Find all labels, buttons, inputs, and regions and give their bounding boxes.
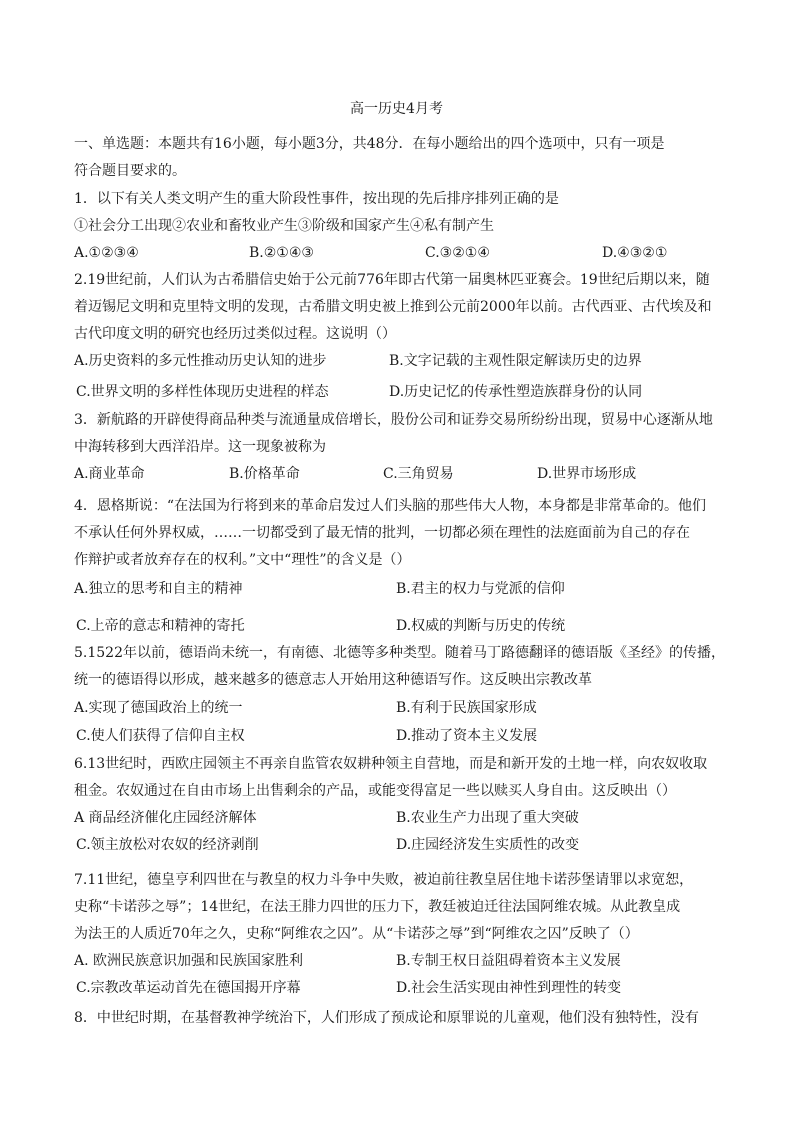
question-7-option-d: D.社会生活实现由神性到理性的转变 [396,980,622,996]
question-1-option-d: D.④③②① [602,245,668,261]
question-6-option-b: B.农业生产力出现了重大突破 [396,810,579,826]
question-2-option-b: B.文字记载的主观性限定解读历史的边界 [389,353,642,369]
question-3-option-a: A.商业革命 [74,466,145,482]
question-7-option-c: C.宗教改革运动首先在德国揭开序幕 [76,980,301,996]
page-title: 高一历史4月考 [350,101,443,117]
question-6-option-a: A 商品经济催化庄园经济解体 [74,810,257,826]
question-4-option-b: B.君主的权力与党派的信仰 [396,581,565,597]
question-3-stem-line1: 3．新航路的开辟使得商品种类与流通量成倍增长，股份公司和证券交易所纷纷出现，贸易中心逐渐从地 [74,412,713,428]
question-3-option-d: D.世界市场形成 [537,466,637,482]
question-2-stem-line3: 古代印度文明的研究也经历过类似过程。这说明（） [74,326,396,342]
question-5-stem-line2: 统一的德语得以形成，越来越多的德意志人开始用这种德语写作。这反映出宗教改革 [74,672,592,688]
question-5-option-c: C.使人们获得了信仰自主权 [76,728,245,744]
question-6-option-d: D.庄园经济发生实质性的改变 [396,837,580,853]
question-5-option-a: A.实现了德国政治上的统一 [74,700,243,716]
question-7-option-b: B.专制王权日益阻碍着资本主义发展 [396,953,621,969]
question-6-stem-line1: 6.13世纪时，西欧庄园领主不再亲自监管农奴耕种领主自营地，而是和新开发的土地一样，向农奴收取 [74,756,708,772]
question-2-option-c: C.世界文明的多样性体现历史进程的样态 [76,384,329,400]
question-7-stem-line1: 7.11世纪，德皇亨利四世在与教皇的权力斗争中失败，被迫前往教皇居住地卡诺莎堡请罪以求宽恕， [74,872,694,888]
question-2-option-d: D.历史记忆的传承性塑造族群身份的认同 [389,384,643,400]
question-8-stem-line1: 8．中世纪时期，在基督教神学统治下，人们形成了预成论和原罪说的儿童观，他们没有独特性，没有 [74,1010,699,1026]
question-5-option-b: B.有利于民族国家形成 [396,700,537,716]
section-instructions-line1: 一、单选题：本题共有16小题，每小题3分，共48分．在每小题给出的四个选项中，只有一项是 [74,136,665,152]
question-3-option-c: C.三角贸易 [383,466,454,482]
question-4-option-c: C.上帝的意志和精神的寄托 [76,618,245,634]
question-7-option-a: A. 欧洲民族意识加强和民族国家胜利 [74,953,304,969]
question-4-option-d: D.权威的判断与历史的传统 [396,618,566,634]
question-7-stem-line2: 史称“卡诺莎之辱”；14世纪，在法王腓力四世的压力下，教廷被迫迁往法国阿维农城。从此教皇成 [74,899,681,915]
question-5-option-d: D.推动了资本主义发展 [396,728,538,744]
question-6-stem-line2: 租金。农奴通过在自由市场上出售剩余的产品，或能变得富足一些以赎买人身自由。这反映出（） [74,783,676,799]
section-instructions-line2: 符合题目要求的。 [74,163,186,179]
question-6-option-c: C.领主放松对农奴的经济剥削 [76,837,259,853]
question-2-stem-line2: 着迈锡尼文明和克里特文明的发现，古希腊文明史被上推到公元前2000年以前。古代西亚、古代埃及和 [74,299,712,315]
question-1-items: ①社会分工出现②农业和畜牧业产生③阶级和国家产生④私有制产生 [74,218,494,234]
question-4-stem-line2: 不承认任何外界权威，……一切都受到了最无情的批判，一切都必须在理性的法庭面前为自己的存在 [74,525,690,541]
question-1-option-c: C.③②①④ [425,245,490,261]
question-1-option-a: A.①②③④ [74,245,139,261]
question-1-option-b: B.②①④③ [249,245,314,261]
question-5-stem-line1: 5.1522年以前，德语尚未统一，有南德、北德等多种类型。随着马丁路德翻译的德语版《圣经》的传播， [74,645,725,661]
question-2-option-a: A.历史资料的多元性推动历史认知的进步 [74,353,327,369]
question-1-stem: 1．以下有关人类文明产生的重大阶段性事件，按出现的先后排序排列正确的是 [74,191,559,207]
question-4-option-a: A.独立的思考和自主的精神 [74,581,243,597]
question-3-stem-line2: 中海转移到大西洋沿岸。这一现象被称为 [74,439,326,455]
question-4-stem-line1: 4．恩格斯说：“在法国为行将到来的革命启发过人们头脑的那些伟大人物，本身都是非常革命的。他们 [74,498,707,514]
question-4-stem-line3: 作辩护或者放弃存在的权利。”文中“理性”的含义是（） [74,552,411,568]
question-7-stem-line3: 为法王的人质近70年之久，史称“阿维农之囚”。从“卡诺莎之辱”到“阿维农之囚”反映了（） [74,926,639,942]
question-2-stem-line1: 2.19世纪前，人们认为古希腊信史始于公元前776年即古代第一届奥林匹亚赛会。19世纪后期以来，随 [74,272,710,288]
question-3-option-b: B.价格革命 [229,466,300,482]
